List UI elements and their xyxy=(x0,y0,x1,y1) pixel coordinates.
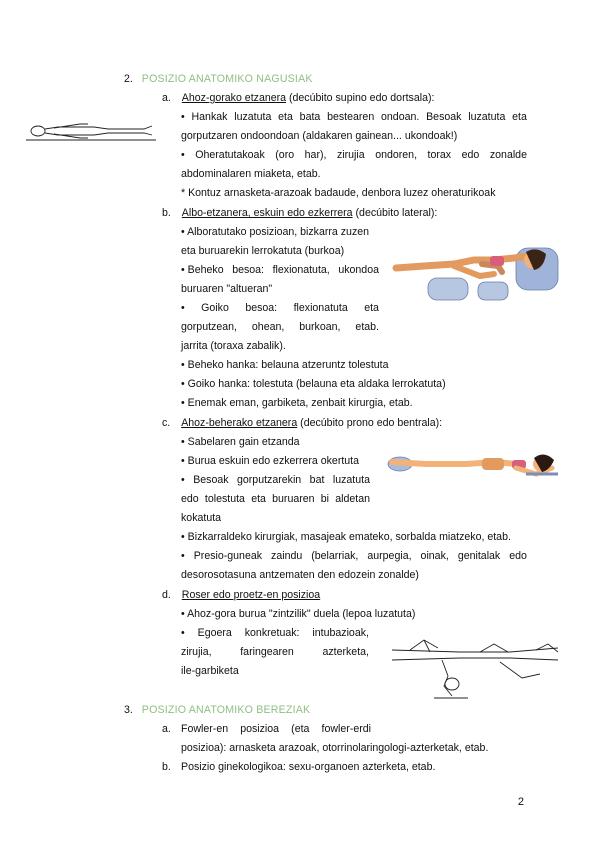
text-line: buruaren "altueran" xyxy=(181,283,273,295)
item-letter: a. xyxy=(162,92,171,104)
item-letter: a. xyxy=(162,723,171,735)
section-number: 3. xyxy=(124,704,133,716)
roser-figure-illustration xyxy=(390,638,562,702)
section-number: 2. xyxy=(124,73,133,85)
text-line: eta buruarekin lerrokatuta (burkoa) xyxy=(181,245,345,257)
item-subtitle: (decúbito prono edo bentrala): xyxy=(297,417,443,429)
item-letter: d. xyxy=(162,589,171,601)
text-line: • Egoera konkretuak: intubazioak, xyxy=(181,627,369,639)
text-line: desorosotasuna antzematen den edozein zonalde) xyxy=(181,569,419,581)
item-title: Ahoz-beherako etzanera xyxy=(181,417,298,429)
text-line: • Beheko besoa: flexionatuta, ukondoa xyxy=(181,264,379,276)
text-line: • Presio-guneak zaindu (belarriak, aurpegia, oinak, genitalak edo xyxy=(181,550,527,562)
text-line: • Enemak eman, garbiketa, zenbait kirurgia, etab. xyxy=(181,397,413,409)
text-line: edo tolestuta eta buruaren bi aldetan xyxy=(181,493,370,505)
section-title: POSIZIO ANATOMIKO BEREZIAK xyxy=(141,704,311,716)
text-line: • Goiko besoa: flexionatuta eta xyxy=(181,302,379,314)
text-line: posizioa): arnasketa arazoak, otorrinolaringologi-azterketak, etab. xyxy=(181,742,489,754)
item-b-heading xyxy=(162,206,437,220)
text-line: • Sabelaren gain etzanda xyxy=(181,436,300,448)
text-line: Posizio ginekologikoa: sexu-organoen azterketa, etab. xyxy=(181,761,436,773)
section-2-heading xyxy=(124,72,313,86)
text-line: kokatuta xyxy=(181,512,222,524)
text-line: • Hankak luzatuta eta bata bestearen ondoan. Besoak luzatuta eta xyxy=(181,111,527,123)
text-line: jarrita (toraxa zabalik). xyxy=(181,340,286,352)
text-line: • Goiko hanka: tolestuta (belauna eta aldaka lerrokatuta) xyxy=(181,378,446,390)
section-3-heading xyxy=(124,703,310,717)
text-line: • Ahoz-gora burua "zintzilik" duela (lepoa luzatuta) xyxy=(181,608,416,620)
item-letter: c. xyxy=(162,417,171,429)
item-d-heading xyxy=(162,588,320,602)
text-line: • Alboratutako posizioan, bizkarra zuzen xyxy=(181,226,370,238)
item-title: Albo-etzanera, eskuin edo ezkerrera xyxy=(181,207,353,219)
item-title: Roser edo proetz-en posizioa xyxy=(181,589,321,601)
text-line: gorputzean, ohean, burkoan, etab. xyxy=(181,321,379,333)
item-c-heading xyxy=(162,416,442,430)
item-subtitle: (decúbito lateral): xyxy=(352,207,438,219)
supine-figure-illustration xyxy=(24,118,159,146)
text-line: abdominalaren miaketa, etab. xyxy=(181,168,321,180)
section-title: POSIZIO ANATOMIKO NAGUSIAK xyxy=(141,73,313,85)
text-line: • Burua eskuin edo ezkerrera okertuta xyxy=(181,455,360,467)
item-title: Ahoz-gorako etzanera xyxy=(181,92,287,104)
text-line: • Bizkarraldeko kirurgiak, masajeak emateko, sorbalda miatzeko, etab. xyxy=(181,531,511,543)
text-line: zirujia, faringearen azterketa, xyxy=(181,646,369,658)
text-line: ile-garbiketa xyxy=(181,665,239,677)
item-letter: b. xyxy=(162,761,171,773)
lateral-figure-illustration xyxy=(394,244,562,310)
item-letter: b. xyxy=(162,207,171,219)
text-line: Fowler-en posizioa (eta fowler-erdi xyxy=(181,723,371,735)
text-line: * Kontuz arnasketa-arazoak badaude, denbora luzez oheraturikoak xyxy=(181,187,496,199)
prone-figure-illustration xyxy=(386,450,562,484)
page-number: 2 xyxy=(517,796,524,808)
item-subtitle: (decúbito supino edo dortsala): xyxy=(286,92,435,104)
text-line: gorputzaren ondoondoan (aldakaren gainean... ukondoak!) xyxy=(181,130,458,142)
text-line: • Oheratutakoak (oro har), zirujia ondoren, torax edo zonalde xyxy=(181,149,527,161)
text-line: • Besoak gorputzarekin bat luzatuta xyxy=(181,474,370,486)
text-line: • Beheko hanka: belauna atzeruntz tolestuta xyxy=(181,359,389,371)
item-a-heading xyxy=(162,91,434,105)
